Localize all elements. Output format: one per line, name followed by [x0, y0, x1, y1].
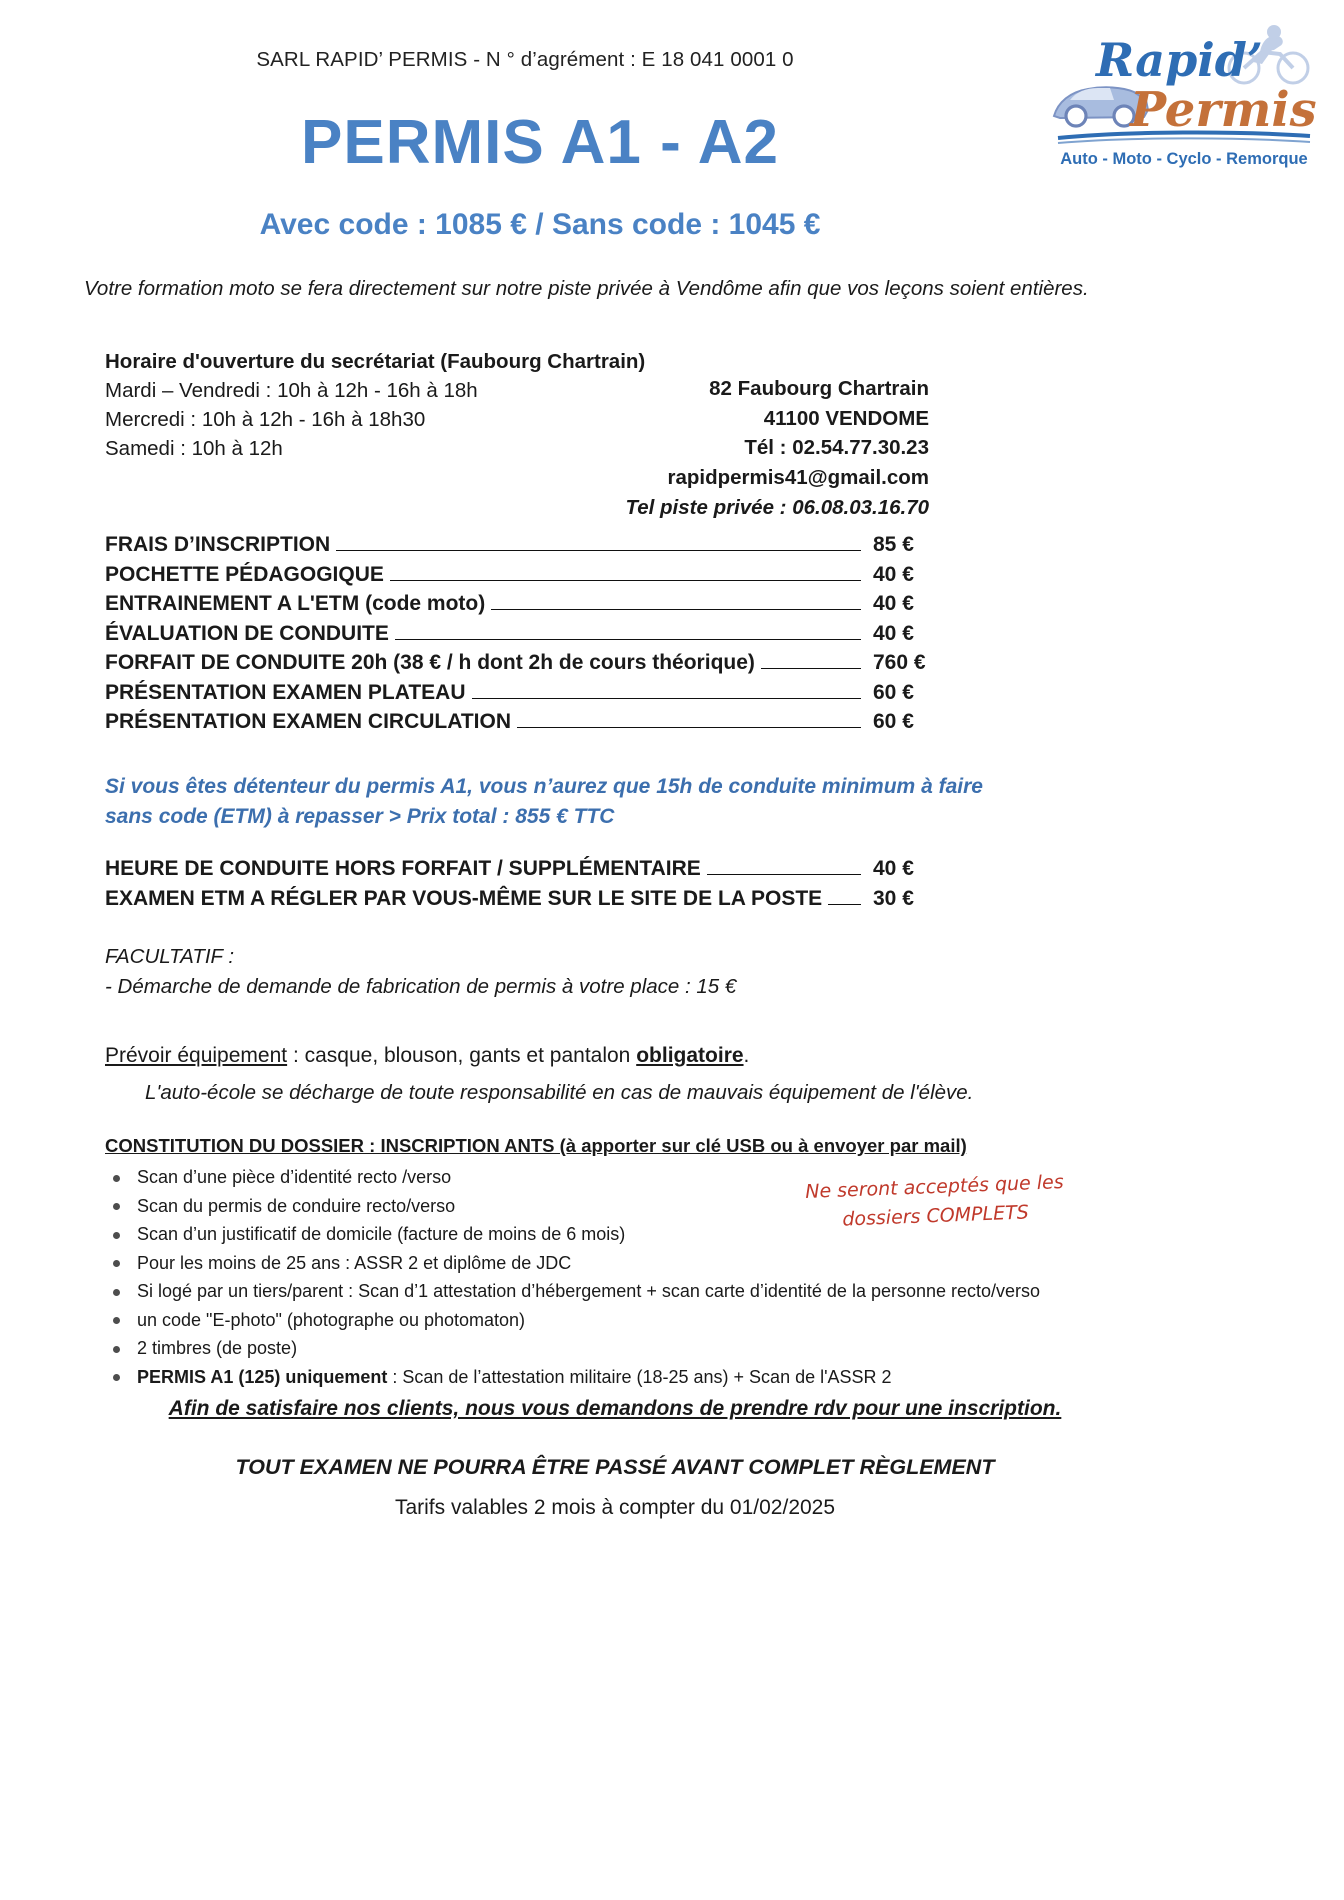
address-street: 82 Faubourg Chartrain	[709, 377, 929, 400]
page-subtitle: Avec code : 1085 € / Sans code : 1045 €	[259, 208, 821, 241]
red-note-line1: Ne seront acceptés que les	[804, 1171, 1065, 1203]
price-row	[105, 857, 945, 887]
equipment-disclaimer: L'auto-école se décharge de toute responsabilité en cas de mauvais équipement de l'élève.	[145, 1080, 974, 1104]
footer-validity-note: Tarifs valables 2 mois à compter du 01/02/2025	[394, 1496, 836, 1519]
equipment-mid: : casque, blouson, gants et pantalon	[287, 1044, 637, 1067]
leader-line	[336, 549, 861, 551]
price-row	[105, 651, 945, 681]
price-value: 760 €	[873, 651, 926, 674]
footer-appointment-note: Afin de satisfaire nos clients, nous vous demandons de prendre rdv pour une inscription.	[168, 1397, 1062, 1420]
price-label: EXAMEN ETM A RÉGLER PAR VOUS-MÊME SUR LE SITE DE LA POSTE	[105, 886, 823, 910]
price-value: 60 €	[873, 680, 914, 704]
leader-line	[395, 638, 861, 640]
leader-line	[761, 667, 861, 669]
item-text: Scan d’un justificatif de domicile (facture de moins de 6 mois)	[137, 1224, 626, 1244]
price-row	[105, 681, 945, 711]
price-label: PRÉSENTATION EXAMEN CIRCULATION	[105, 710, 512, 733]
price-value: 40 €	[873, 592, 914, 615]
optional-block	[105, 942, 1005, 1003]
price-row	[105, 887, 945, 917]
optional-heading: FACULTATIF :	[105, 945, 235, 968]
logo-word-rapid: Rapid’	[1096, 33, 1263, 87]
leader-line	[472, 697, 861, 699]
item-text: Si logé par un tiers/parent : Scan d’1 attestation d’hébergement + scan carte d’identité de la personne recto/verso	[137, 1281, 1041, 1301]
schedule-line: Mardi – Vendredi : 10h à 12h - 16h à 18h	[105, 379, 478, 403]
equipment-end: .	[743, 1044, 750, 1067]
leader-line	[707, 873, 861, 875]
item-text: Scan d’une pièce d’identité recto /verso	[137, 1167, 452, 1187]
leader-line	[491, 608, 861, 610]
extra-price-list	[105, 857, 945, 916]
list-item	[105, 1306, 1235, 1335]
list-item	[105, 1363, 1235, 1392]
price-row	[105, 533, 945, 563]
address-track-phone: Tel piste privée : 06.08.03.16.70	[625, 495, 929, 519]
price-label: FRAIS D’INSCRIPTION	[105, 533, 331, 556]
price-row	[105, 710, 945, 740]
leader-line	[390, 579, 861, 581]
price-value: 30 €	[873, 886, 914, 910]
equipment-block	[105, 1040, 1105, 1108]
optional-line: - Démarche de demande de fabrication de permis à votre place : 15 €	[105, 975, 737, 999]
price-value: 40 €	[873, 562, 914, 586]
footer-payment-note: TOUT EXAMEN NE POURRA ÊTRE PASSÉ AVANT COMPLET RÈGLEMENT	[235, 1455, 995, 1479]
item-text: Scan du permis de conduire recto/verso	[137, 1195, 456, 1216]
price-label: POCHETTE PÉDAGOGIQUE	[105, 562, 384, 586]
rapid-permis-logo	[1048, 18, 1320, 170]
list-item	[105, 1249, 1235, 1278]
price-value: 40 €	[873, 621, 914, 645]
price-value: 40 €	[873, 857, 914, 880]
item-text: un code "E-photo" (photographe ou photomaton)	[137, 1309, 526, 1330]
intro-paragraph: Votre formation moto se fera directement sur notre piste privée à Vendôme afin que vos leçons soient entières.	[84, 277, 1089, 300]
address-phone: Tél : 02.54.77.30.23	[744, 436, 929, 460]
price-label: ENTRAINEMENT A L'ETM (code moto)	[105, 592, 486, 615]
item-bold-prefix: PERMIS A1 (125) uniquement	[137, 1366, 388, 1387]
item-text: : Scan de l’attestation militaire (18-25 ans) + Scan de l'ASSR 2	[387, 1366, 892, 1387]
list-item	[105, 1277, 1235, 1306]
blue-discount-note	[105, 772, 1005, 833]
price-list	[105, 533, 945, 740]
price-label: PRÉSENTATION EXAMEN PLATEAU	[105, 680, 466, 704]
item-text: 2 timbres (de poste)	[137, 1338, 298, 1358]
address-email: rapidpermis41@gmail.com	[667, 466, 929, 490]
address-block	[625, 374, 929, 523]
price-value: 85 €	[873, 533, 914, 556]
blue-note-line2: sans code (ETM) à repasser > Prix total : 855 € TTC	[105, 805, 615, 829]
dossier-heading: CONSTITUTION DU DOSSIER : INSCRIPTION ANTS (à apporter sur clé USB ou à envoyer par mail)	[105, 1135, 967, 1156]
list-item	[105, 1334, 1235, 1363]
price-value: 60 €	[873, 710, 914, 733]
leader-line	[828, 903, 861, 905]
equipment-lead: Prévoir équipement	[105, 1044, 288, 1067]
price-row	[105, 622, 945, 652]
schedule-line: Mercredi : 10h à 12h - 16h à 18h30	[105, 408, 426, 432]
equipment-bold: obligatoire	[636, 1044, 744, 1067]
price-label: HEURE DE CONDUITE HORS FORFAIT / SUPPLÉMENTAIRE	[105, 857, 701, 880]
price-row	[105, 563, 945, 593]
price-label: FORFAIT DE CONDUITE 20h (38 € / h dont 2h de cours théorique)	[105, 651, 755, 674]
price-label: ÉVALUATION DE CONDUITE	[105, 621, 389, 645]
agrement-line: SARL RAPID’ PERMIS - N ° d’agrément : E 18 041 0001 0	[256, 48, 794, 71]
logo-word-permis: Permis	[1130, 82, 1317, 138]
schedule-block	[105, 347, 645, 463]
page-title: PERMIS A1 - A2	[301, 108, 779, 177]
leader-line	[517, 726, 861, 728]
schedule-heading: Horaire d'ouverture du secrétariat (Faubourg Chartrain)	[105, 350, 646, 373]
logo-tagline: Auto - Moto - Cyclo - Remorque	[1060, 150, 1308, 168]
price-row	[105, 592, 945, 622]
address-city: 41100 VENDOME	[763, 406, 929, 430]
schedule-line: Samedi : 10h à 12h	[105, 437, 283, 461]
item-text: Pour les moins de 25 ans : ASSR 2 et diplôme de JDC	[137, 1252, 572, 1273]
blue-note-line1: Si vous êtes détenteur du permis A1, vous n’aurez que 15h de conduite minimum à faire	[105, 775, 983, 798]
red-note-line2: dossiers COMPLETS	[841, 1200, 1030, 1231]
